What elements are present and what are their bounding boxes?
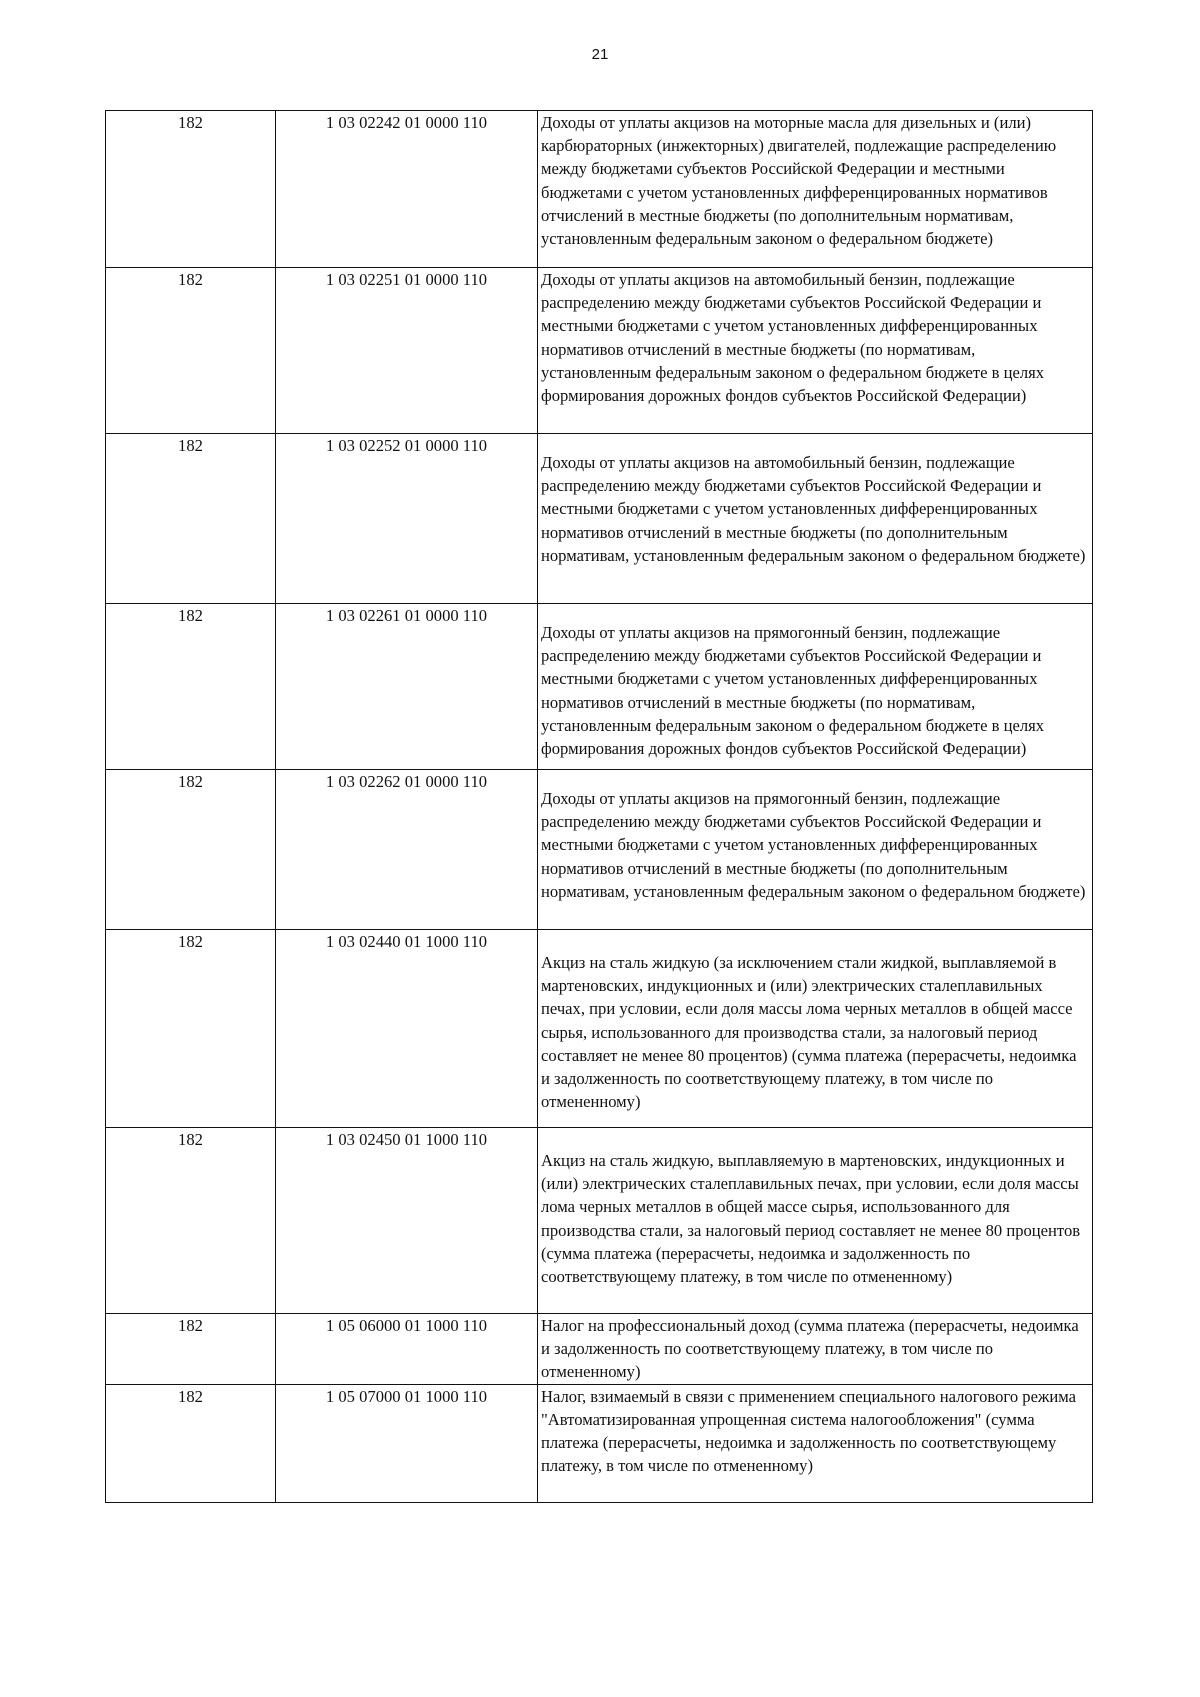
revenue-name-cell: Доходы от уплаты акцизов на автомобильный бензин, подлежащие распределению между бюджетами субъектов Российской Федерации и местными бюджетами с учетом установленных дифференцированных нормативов отчислений в местные бюджеты (по дополнительным нормативам, установленным федеральным законом о федеральном бюджете) — [538, 434, 1093, 604]
revenue-name-cell: Акциз на сталь жидкую (за исключением стали жидкой, выплавляемой в мартеновских, индукционных и (или) электрических сталеплавильных печах, при условии, если доля массы лома черных металлов в общей массе сырья, использованного для производства стали, за налоговый период составляет не менее 80 процентов) (сумма платежа (перерасчеты, недоимка и задолженность по соответствующему платежу, в том числе по отмененному) — [538, 930, 1093, 1128]
table-row — [106, 434, 1093, 604]
admin-code-cell: 182 — [106, 770, 276, 930]
revenue-name-cell: Доходы от уплаты акцизов на автомобильный бензин, подлежащие распределению между бюджетами субъектов Российской Федерации и местными бюджетами с учетом установленных дифференцированных нормативов отчислений в местные бюджеты (по нормативам, установленным федеральным законом о федеральном бюджете в целях формирования дорожных фондов субъектов Российской Федерации) — [538, 268, 1093, 434]
table-row — [106, 111, 1093, 268]
table-row — [106, 1314, 1093, 1385]
table-row — [106, 268, 1093, 434]
revenue-name-cell: Доходы от уплаты акцизов на прямогонный бензин, подлежащие распределению между бюджетами субъектов Российской Федерации и местными бюджетами с учетом установленных дифференцированных нормативов отчислений в местные бюджеты (по дополнительным нормативам, установленным федеральным законом о федеральном бюджете) — [538, 770, 1093, 930]
table-row — [106, 1384, 1093, 1502]
budget-code-cell: 1 03 02242 01 0000 110 — [276, 111, 538, 268]
revenue-name-cell: Налог, взимаемый в связи с применением специального налогового режима "Автоматизированная упрощенная система налогообложения" (сумма платежа (перерасчеты, недоимка и задолженность по соответствующему платежу, в том числе по отмененному) — [538, 1384, 1093, 1502]
admin-code-cell: 182 — [106, 268, 276, 434]
admin-code-cell: 182 — [106, 1384, 276, 1502]
budget-code-cell: 1 03 02440 01 1000 110 — [276, 930, 538, 1128]
admin-code-cell: 182 — [106, 1128, 276, 1314]
budget-code-cell: 1 05 07000 01 1000 110 — [276, 1384, 538, 1502]
admin-code-cell: 182 — [106, 604, 276, 770]
page-number: 21 — [591, 46, 609, 63]
budget-code-cell: 1 03 02251 01 0000 110 — [276, 268, 538, 434]
admin-code-cell: 182 — [106, 434, 276, 604]
admin-code-cell: 182 — [106, 111, 276, 268]
revenue-name-cell: Доходы от уплаты акцизов на прямогонный бензин, подлежащие распределению между бюджетами субъектов Российской Федерации и местными бюджетами с учетом установленных дифференцированных нормативов отчислений в местные бюджеты (по нормативам, установленным федеральным законом о федеральном бюджете в целях формирования дорожных фондов субъектов Российской Федерации) — [538, 604, 1093, 770]
table-row — [106, 930, 1093, 1128]
budget-code-cell: 1 03 02261 01 0000 110 — [276, 604, 538, 770]
revenue-name-cell: Налог на профессиональный доход (сумма платежа (перерасчеты, недоимка и задолженность по соответствующему платежу, в том числе по отмененному) — [538, 1314, 1093, 1385]
revenue-name-cell: Акциз на сталь жидкую, выплавляемую в мартеновских, индукционных и (или) электрических сталеплавильных печах, при условии, если доля массы лома черных металлов в общей массе сырья, использованного для производства стали, за налоговый период составляет не менее 80 процентов (сумма платежа (перерасчеты, недоимка и задолженность по соответствующему платежу, в том числе по отмененному) — [538, 1128, 1093, 1314]
budget-code-cell: 1 03 02450 01 1000 110 — [276, 1128, 538, 1314]
budget-code-cell: 1 03 02262 01 0000 110 — [276, 770, 538, 930]
budget-code-cell: 1 03 02252 01 0000 110 — [276, 434, 538, 604]
table-row — [106, 1128, 1093, 1314]
admin-code-cell: 182 — [106, 930, 276, 1128]
budget-code-cell: 1 05 06000 01 1000 110 — [276, 1314, 538, 1385]
table-row — [106, 604, 1093, 770]
revenue-name-cell: Доходы от уплаты акцизов на моторные масла для дизельных и (или) карбюраторных (инжекторных) двигателей, подлежащие распределению между бюджетами субъектов Российской Федерации и местными бюджетами с учетом установленных дифференцированных нормативов отчислений в местные бюджеты (по дополнительным нормативам, установленным федеральным законом о федеральном бюджете) — [538, 111, 1093, 268]
revenue-codes-table — [105, 110, 1093, 1503]
admin-code-cell: 182 — [106, 1314, 276, 1385]
table-row — [106, 770, 1093, 930]
